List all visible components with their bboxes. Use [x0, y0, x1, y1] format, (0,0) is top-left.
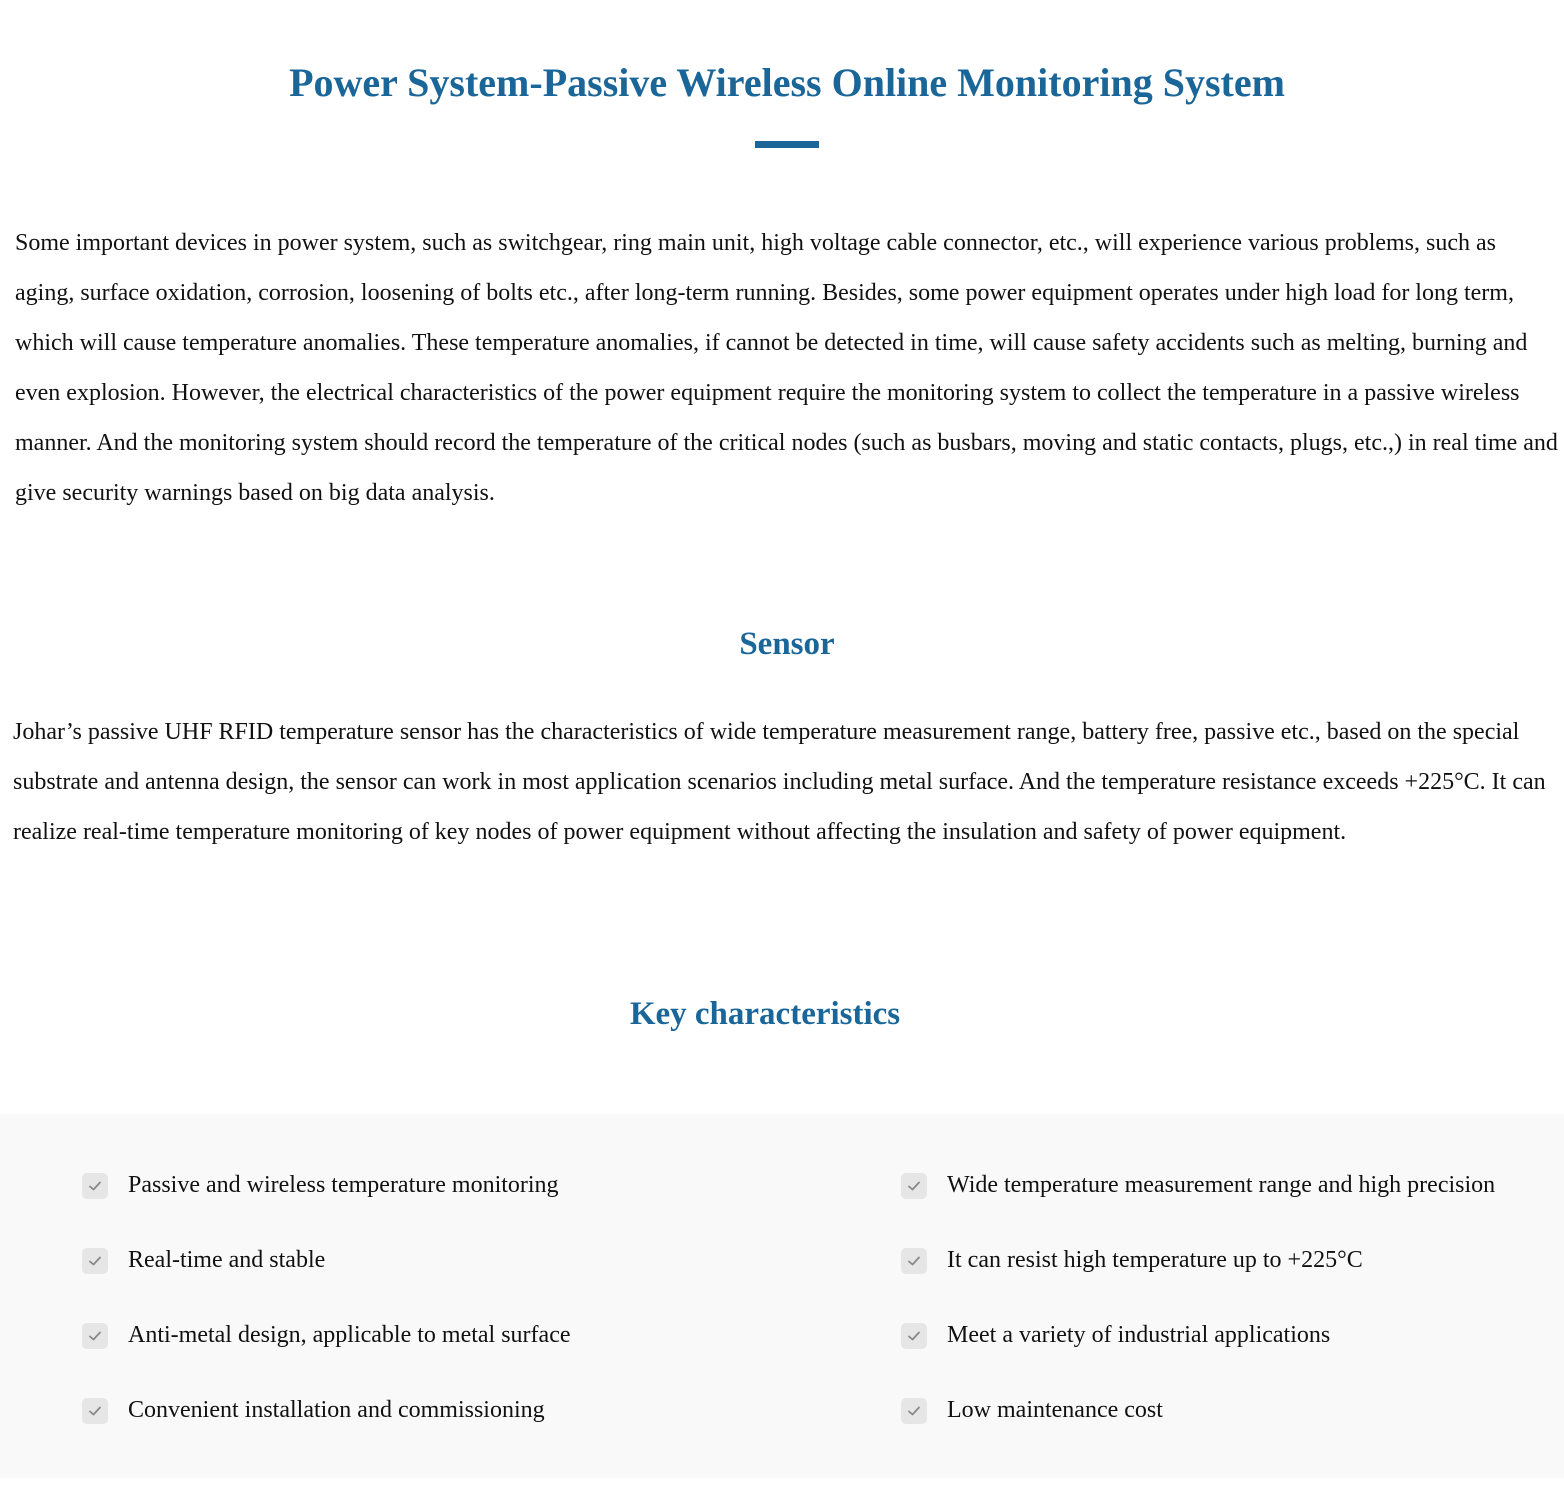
check-icon	[82, 1398, 108, 1424]
intro-paragraph: Some important devices in power system, such as switchgear, ring main unit, high voltage cable connector, etc., will experience various problems, such as aging, surface oxidation, corrosion, loosening of bolts etc., after long-term running. Besides, some power equipment operates under high load for long term, which will cause temperature anomalies. These temperature anomalies, if cannot be detected in time, will cause safety accidents such as melting, burning and even explosion. However, the electrical characteristics of the power equipment require the monitoring system to collect the temperature in a passive wireless manner. And the monitoring system should record the temperature of the critical nodes (such as busbars, moving and static contacts, plugs, etc.,) in real time and give security warnings based on big data analysis.	[15, 230, 1558, 506]
sensor-heading: Sensor	[739, 626, 835, 662]
feature-item	[901, 1148, 1495, 1223]
feature-label: Meet a variety of industrial applications	[947, 1322, 1331, 1348]
feature-label: Anti-metal design, applicable to metal surface	[128, 1322, 571, 1348]
feature-item	[82, 1223, 571, 1298]
check-icon	[901, 1323, 927, 1349]
check-icon	[901, 1398, 927, 1424]
feature-label: It can resist high temperature up to +225°C	[947, 1247, 1363, 1273]
check-icon	[901, 1248, 927, 1274]
feature-item	[82, 1373, 571, 1448]
feature-label: Convenient installation and commissioning	[128, 1397, 545, 1423]
feature-label: Passive and wireless temperature monitoring	[128, 1172, 559, 1198]
feature-list-left	[82, 1148, 571, 1448]
page-title: Power System-Passive Wireless Online Monitoring System	[289, 60, 1285, 105]
check-icon	[82, 1248, 108, 1274]
feature-label: Wide temperature measurement range and high precision	[947, 1172, 1496, 1198]
feature-item	[82, 1298, 571, 1373]
feature-label: Real-time and stable	[128, 1247, 326, 1273]
feature-label: Low maintenance cost	[947, 1397, 1163, 1423]
feature-item	[901, 1373, 1495, 1448]
check-icon	[82, 1173, 108, 1199]
feature-item	[901, 1223, 1495, 1298]
title-underline	[755, 141, 819, 148]
feature-item	[901, 1298, 1495, 1373]
sensor-paragraph: Johar’s passive UHF RFID temperature sensor has the characteristics of wide temperature measurement range, battery free, passive etc., based on the special substrate and antenna design, the sensor can work in most application scenarios including metal surface. And the temperature resistance exceeds +225°C. It can realize real-time temperature monitoring of key nodes of power equipment without affecting the insulation and safety of power equipment.	[13, 719, 1546, 845]
feature-item	[82, 1148, 571, 1223]
check-icon	[901, 1173, 927, 1199]
check-icon	[82, 1323, 108, 1349]
key-characteristics-heading: Key characteristics	[629, 996, 901, 1032]
feature-list-right	[901, 1148, 1495, 1448]
